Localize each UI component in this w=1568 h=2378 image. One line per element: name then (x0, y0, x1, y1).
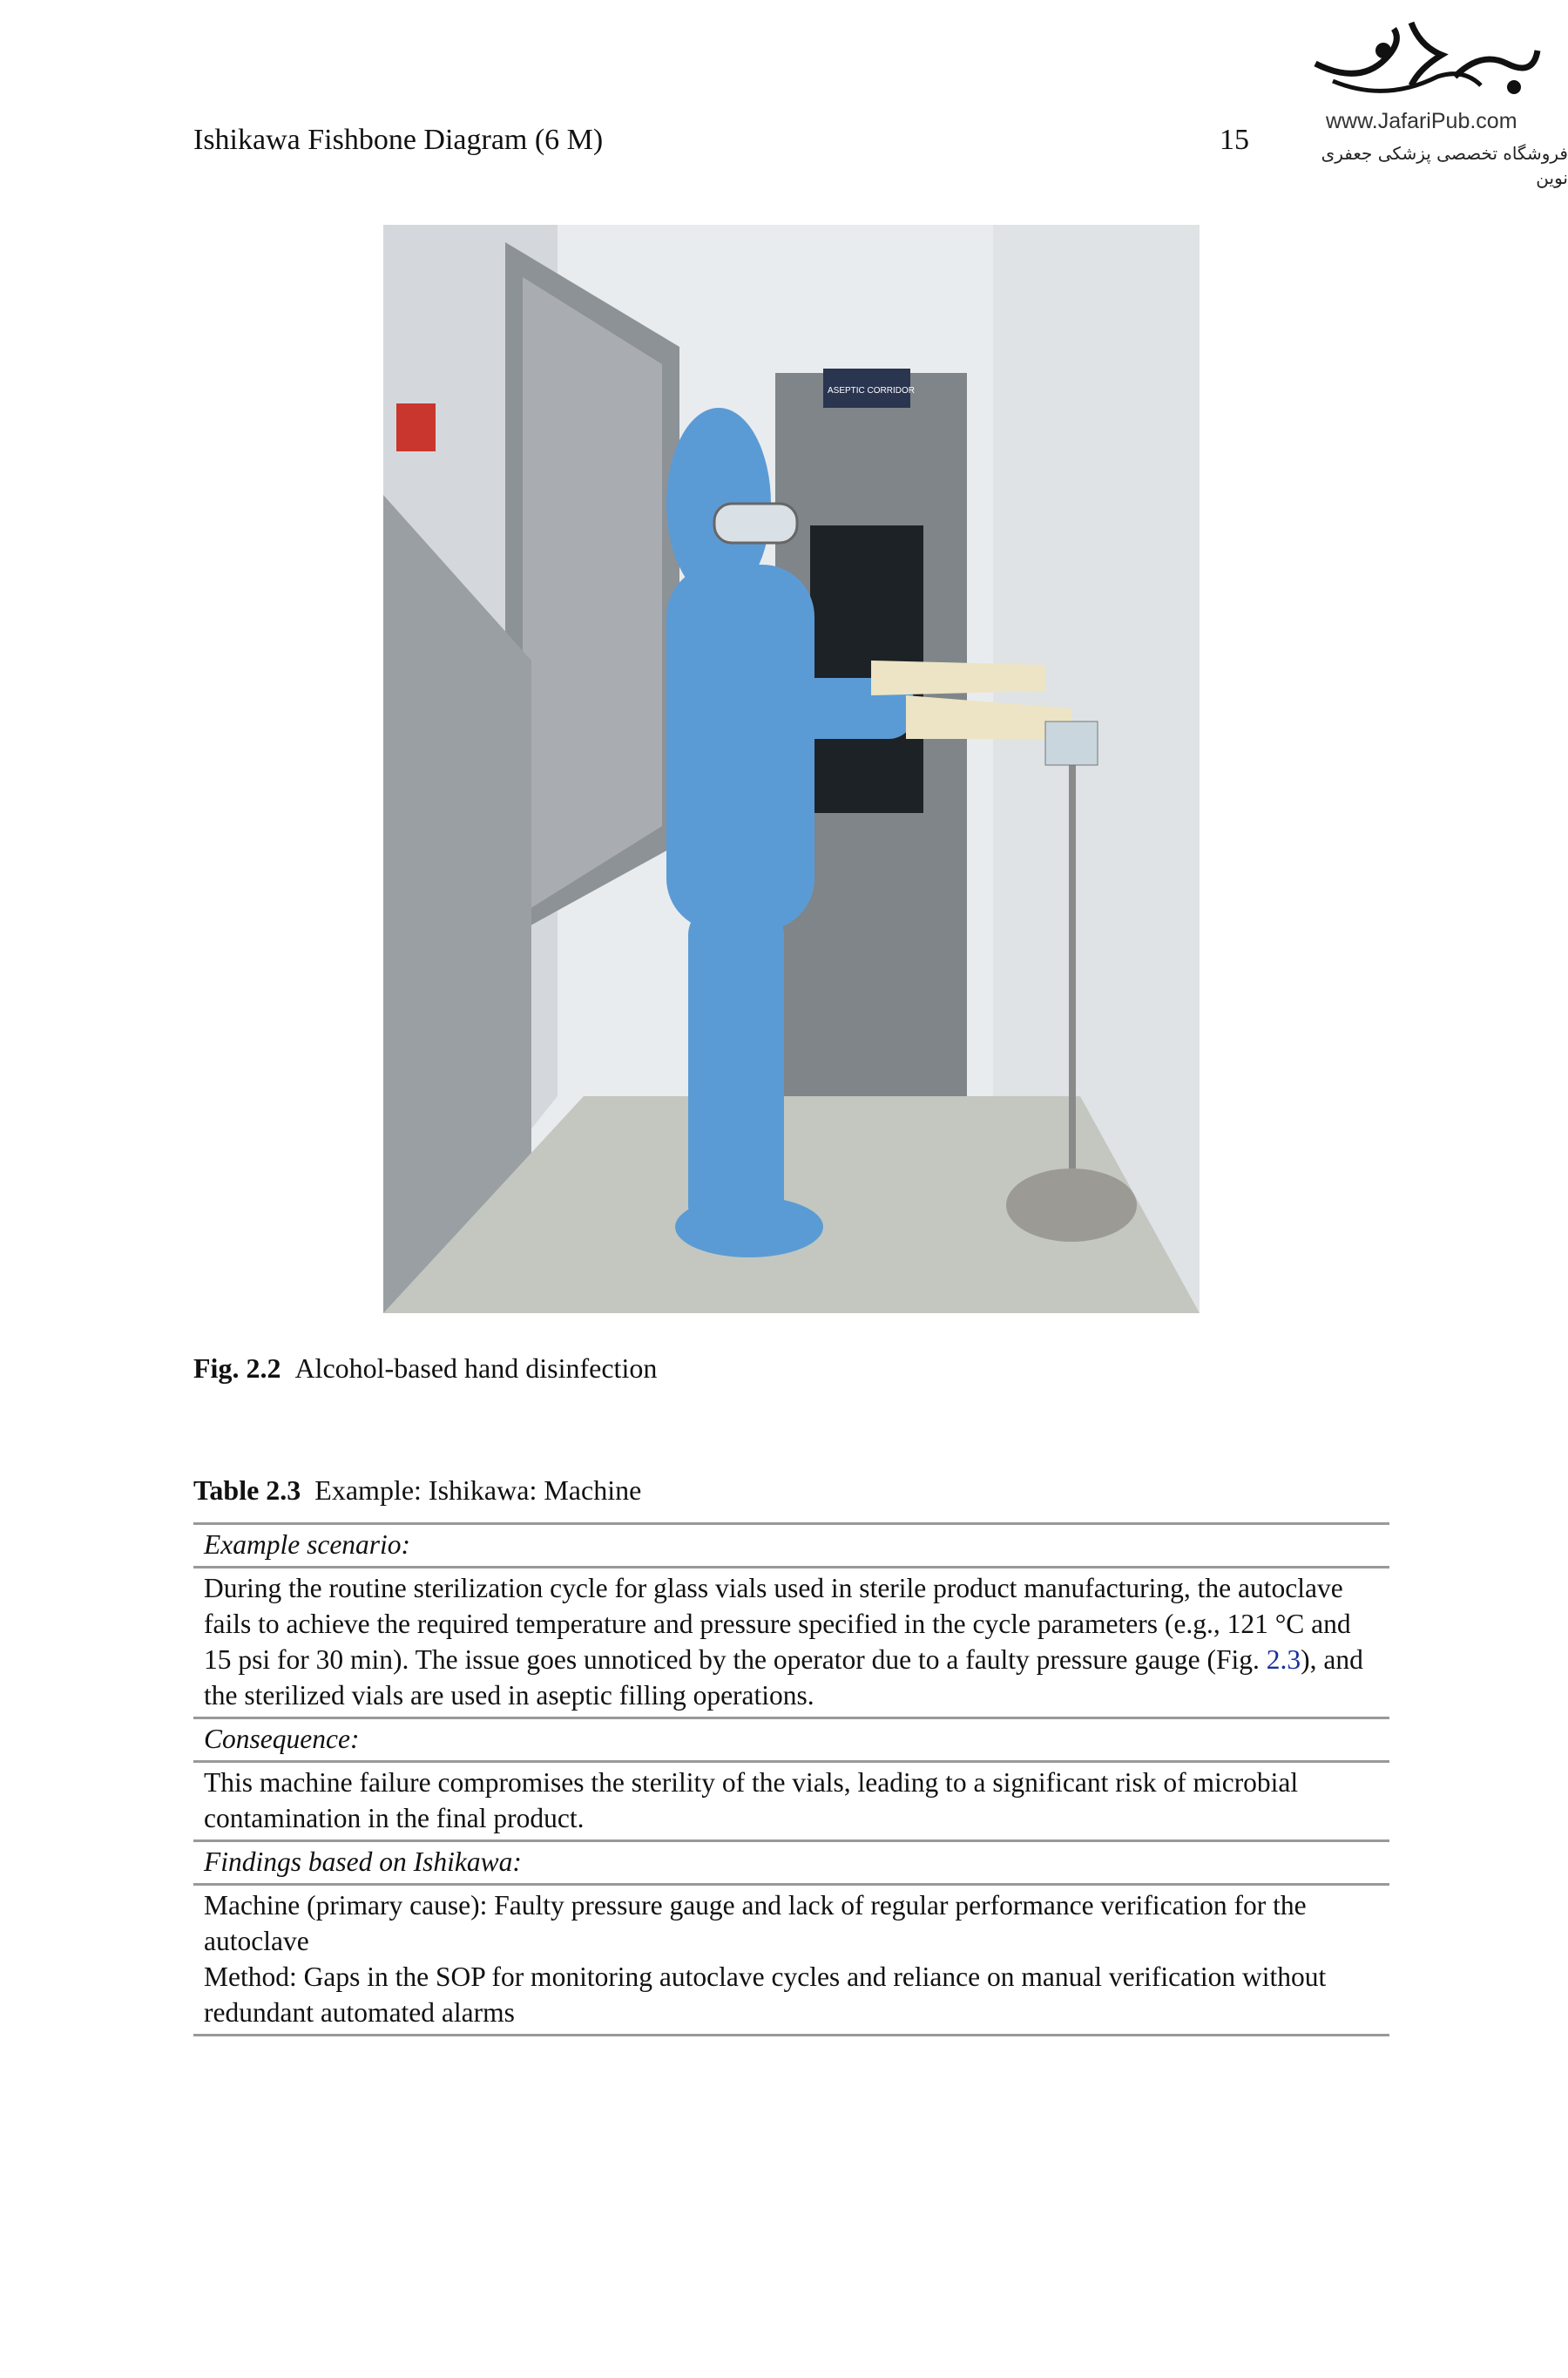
publisher-logo (1281, 16, 1559, 112)
table-row-heading: Findings based on Ishikawa: (193, 1839, 1389, 1883)
figure-link[interactable]: 2.3 (1266, 1644, 1301, 1675)
sign-text: ASEPTIC CORRIDOR (827, 386, 916, 396)
scenario-text-end: ), and the sterilized vials are used in aseptic filling operations. (204, 1644, 1363, 1711)
page-number: 15 (1220, 124, 1249, 156)
table-row-findings (193, 1883, 1389, 2036)
figure-caption (193, 1352, 657, 1385)
table-row-heading: Example scenario: (193, 1522, 1389, 1566)
watermark-tagline: فروشگاه تخصصی پزشکی جعفری نوین (1321, 143, 1568, 188)
table-row-heading: Consequence: (193, 1717, 1389, 1760)
dispenser-stand (1069, 748, 1076, 1201)
running-head: Ishikawa Fishbone Diagram (6 M) (193, 124, 604, 156)
ishikawa-table (193, 1522, 1389, 2036)
finding-method: Method: Gaps in the SOP for monitoring autoclave cycles and reliance on manual verification without redundant automated alarms (204, 1961, 1327, 2028)
figure-label: Fig. 2.2 (193, 1352, 281, 1384)
finding-machine: Machine (primary cause): Faulty pressure gauge and lack of regular performance verification for the autoclave (204, 1890, 1307, 1956)
table-title (193, 1474, 641, 1507)
alarm-box (396, 403, 436, 451)
table-label: Table 2.3 (193, 1474, 301, 1506)
scenario-text: During the routine sterilization cycle for glass vials used in sterile product manufacturing, the autoclave fails to achieve the required temperature and pressure specified in the cycle parameters (e.g., 121 °C and 15 psi for 30 min). The issue goes unnoticed by the operator due to a faulty pressure gauge (Fig. (204, 1573, 1351, 1675)
table-row-scenario (193, 1566, 1389, 1717)
figure-caption-text: Alcohol-based hand disinfection (294, 1352, 658, 1384)
goggles (714, 504, 797, 543)
watermark-url: www.JafariPub.com (1326, 109, 1517, 133)
table-title-text: Example: Ishikawa: Machine (314, 1474, 642, 1506)
cleanroom-photo (383, 225, 1200, 1313)
table-row-consequence: This machine failure compromises the sterility of the vials, leading to a significant risk of microbial contamination in the final product. (193, 1760, 1389, 1839)
